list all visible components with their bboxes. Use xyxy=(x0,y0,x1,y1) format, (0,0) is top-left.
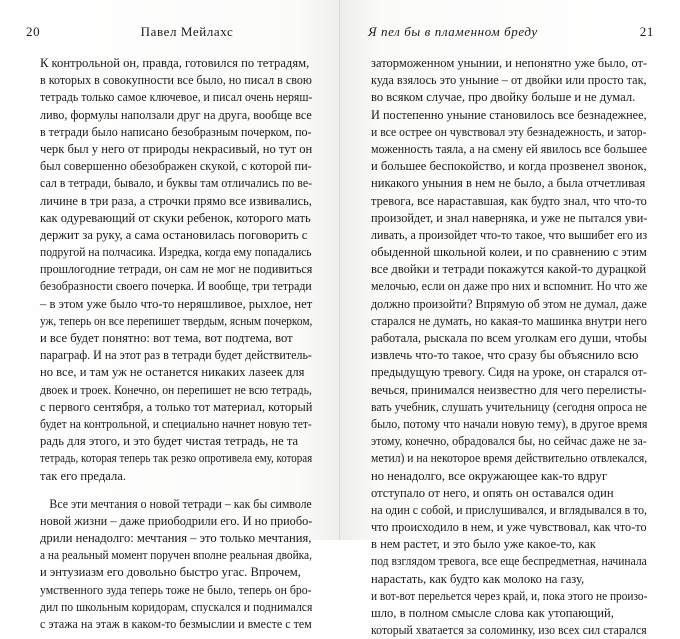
text-line: старался не думать, но какая-то машинка внутри него xyxy=(371,313,647,328)
text-line: сал в тетради, бывало, и буквы там отличались по ве- xyxy=(40,176,313,191)
text-line: уж, теперь он все перепишет твердым, ясным почерком, xyxy=(40,313,313,328)
right-page-number: 21 xyxy=(639,24,654,39)
text-line: произойдет, и знал наверняка, и уже не пытался уви- xyxy=(371,210,648,225)
text-line: вать учебник, слушать учительницу (сегодня опроса не xyxy=(371,399,647,414)
left-page xyxy=(0,0,340,631)
right-page-text xyxy=(371,55,647,639)
text-line: а на реальный момент поручен вполне реальная двойка, xyxy=(40,548,312,563)
left-page-number: 20 xyxy=(26,24,41,39)
text-line: прошлогодние тетради, он сам не мог не подивиться xyxy=(40,262,313,277)
text-line: шло, в полном смысле слова как утопающий, xyxy=(371,606,614,620)
text-line: умственного зуда теперь тоже не было, теперь он бро- xyxy=(40,582,312,597)
text-line: что происходило в нем, и уже чувствовал, как что-то xyxy=(371,520,647,535)
text-line: и вот-вот перельется через край, и, пока этого не произо- xyxy=(371,588,648,603)
text-line: К контрольной он, правда, готовился по тетрадям, xyxy=(40,56,310,70)
text-line: под взглядом тревога, все еще беспредметная, начинала xyxy=(371,554,647,569)
text-line: тетрадь, которая теперь так резко опротивела ему, которая xyxy=(40,451,313,466)
text-line: тревога, все нараставшая, как будто знал, что что-то xyxy=(371,193,647,208)
text-line: было, потому что начали новую тему), в другое время xyxy=(371,416,648,431)
text-line: ливать, а произойдет что-то такое, что вышибет его из xyxy=(371,227,648,242)
text-line: извлечь что-то такое, что сразу бы объяснило всю xyxy=(371,348,639,363)
text-line: – в этом уже было что-то неряшливое, рыхлое, нет xyxy=(40,296,313,311)
right-page xyxy=(340,0,680,638)
text-line: и энтузиазм его довольно быстро угас. Впрочем, xyxy=(40,565,301,580)
text-line: отступало от него, и опять он оставался один xyxy=(371,485,614,500)
text-line: двоек и троек. Конечно, он перепишет не всю тетрадь, xyxy=(40,382,312,397)
text-line: который хватается за соломинку, изо всех сил старался xyxy=(371,623,647,638)
text-line: и все острее он чувствовал эту безнадежность, и затор- xyxy=(371,124,647,139)
paragraph-gap xyxy=(40,485,312,496)
text-line: и все будет понятно: вот тема, вот подтема, вот xyxy=(40,331,293,345)
text-line: дрили ненадолго: мечтания – это только мечтания, xyxy=(40,531,312,546)
text-line: так его предала. xyxy=(40,468,126,483)
text-line: подругой на полчасика. Изредка, когда ему попадались xyxy=(40,245,312,260)
text-line: мелочью, если он даже про них и вспомнит. Но что же xyxy=(371,279,648,294)
text-line: с этажа на этаж в каком-то безмыслии и вместе с тем xyxy=(40,617,312,631)
text-line: Все эти мечтания о новой тетради – как бы символе xyxy=(49,496,312,511)
text-line: в нем растет, и это было уже какое-то, как xyxy=(371,537,596,552)
text-line: безобразности своего почерка. И вообще, три тетради xyxy=(40,279,312,294)
text-line: никакого уныния в нем не было, а была отчетливая xyxy=(371,176,646,191)
text-line: на один с собой, и прислушивался, и вглядывался в то, xyxy=(371,502,648,517)
text-line: во всяком случае, про двойку больше и не думал. xyxy=(371,90,636,105)
text-line: куда взялось это уныние – от двойки или просто так, xyxy=(371,73,647,88)
left-page-text xyxy=(40,55,312,633)
text-line: дил по школьным коридорам, спускался и поднимался xyxy=(40,599,313,614)
text-line: этому, конечно, обрадовался бы, но сейчас даже не за- xyxy=(371,434,647,449)
text-line: обыденной школьной колеи, и по сравнению с этим xyxy=(371,245,647,260)
text-line: радь для этого, и это будет чистая тетрадь, не та xyxy=(40,434,299,449)
text-line: нарастать, как будто как молоко на газу, xyxy=(371,571,585,586)
text-line: но все, и там уж не останется никаких лазеек для xyxy=(40,365,305,380)
text-line: в тетради было написано безобразным почерком, по- xyxy=(40,124,312,139)
text-line: с первого сентября, а только тот материал, который xyxy=(40,399,313,414)
text-line: новой жизни – даже приободрили его. И но приобо- xyxy=(40,513,313,528)
text-line: личине в три раза, а строчки прямо все извивались, xyxy=(40,193,312,208)
text-line: был совершенно обезображен скукой, с которой пи- xyxy=(40,159,312,174)
text-line: ливо, формулы наползали друг на друга, вообще все xyxy=(40,107,312,122)
text-line: моженность таяла, а на смену ей явилось все большее xyxy=(371,141,648,156)
text-line: работала, рыскала по всем уголкам его души, чтобы xyxy=(371,331,647,345)
right-running-header: Я пел бы в пламенном бреду xyxy=(368,24,538,39)
text-line: метил) и на некоторое время действительно отвлекался, xyxy=(371,451,648,466)
text-line: тетрадь только самое ключевое, и писал очень неряш- xyxy=(40,90,313,105)
text-line: как одуревающий от скуки ребенок, которого мать xyxy=(40,210,311,225)
text-line: параграф. И на этот раз в тетради будет действитель- xyxy=(40,348,312,363)
left-running-header: Павел Мейлахс xyxy=(140,24,234,39)
text-line: но ненадолго, все окружающее как-то вдруг xyxy=(371,468,608,483)
text-line: и большее беспокойство, и когда прозвенел звонок, xyxy=(371,159,647,174)
text-line: предыдущую тревогу. Сидя на уроке, он старался от- xyxy=(371,365,647,380)
text-line: И постепенно уныние становилось все безнадежнее, xyxy=(371,107,647,122)
text-line: должно произойти? Впрямую об этом не думал, даже xyxy=(371,296,647,311)
text-line: вечься, принимался неизвестно для чего перелисты- xyxy=(371,382,647,397)
text-line: будет на контрольной, и специально начнет новую тет- xyxy=(40,416,312,431)
text-line: в которых в совокупности все было, но писал в свою xyxy=(40,73,312,88)
text-line: держит за руку, а сама остановилась поговорить с xyxy=(40,227,308,242)
text-line: все двойки и тетради покажутся какой-то дурацкой xyxy=(371,262,647,277)
text-line: черк был у него от природы некрасивый, но тут он xyxy=(40,141,313,156)
text-line: заторможенном унынии, и непонятно уже было, от- xyxy=(371,56,648,70)
